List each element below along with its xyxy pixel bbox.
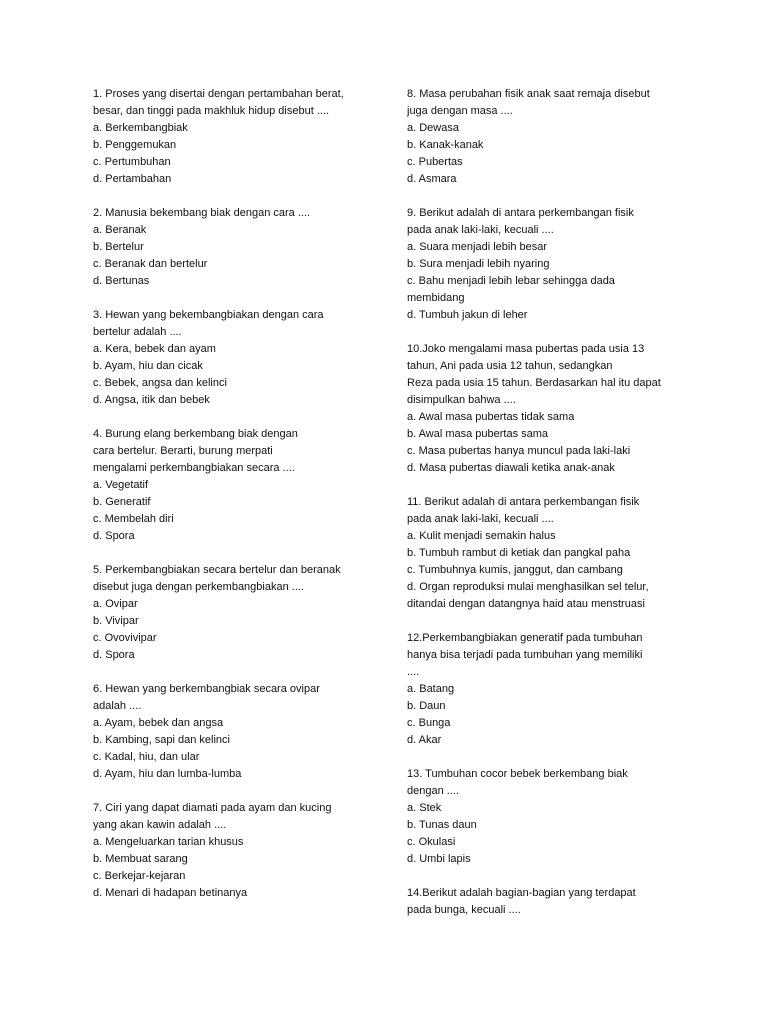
question-line: besar, dan tinggi pada makhluk hidup disebut .... xyxy=(93,105,330,117)
question-line: b. Sura menjadi lebih nyaring xyxy=(407,258,550,270)
question-block xyxy=(93,307,383,409)
question-line: c. Tumbuhnya kumis, janggut, dan cambang xyxy=(407,564,623,576)
question-line: d. Menari di hadapan betinanya xyxy=(93,887,248,899)
question-line: b. Membuat sarang xyxy=(93,853,188,865)
question-line: d. Ayam, hiu dan lumba-lumba xyxy=(93,768,242,780)
question-block xyxy=(407,885,697,919)
question-block xyxy=(93,562,383,664)
question-block xyxy=(93,800,383,902)
question-line: .... xyxy=(407,666,420,678)
question-line: a. Batang xyxy=(407,683,455,695)
question-text: 13. Tumbuhan cocor bebek berkembang biak xyxy=(407,768,628,780)
question-line: d. Asmara xyxy=(407,173,457,185)
question-line: a. Mengeluarkan tarian khusus xyxy=(93,836,244,848)
question-line: c. Masa pubertas hanya muncul pada laki-laki xyxy=(407,445,631,457)
question-line: c. Membelah diri xyxy=(93,513,174,525)
question-line: b. Ayam, hiu dan cicak xyxy=(93,360,203,372)
question-block xyxy=(407,766,697,868)
question-text: 8. Masa perubahan fisik anak saat remaja disebut xyxy=(407,88,650,100)
question-line: d. Umbi lapis xyxy=(407,853,471,865)
question-line: c. Pertumbuhan xyxy=(93,156,171,168)
question-line: cara bertelur. Berarti, burung merpati xyxy=(93,445,273,457)
question-line: bertelur adalah .... xyxy=(93,326,182,338)
question-text: 2. Manusia bekembang biak dengan cara .... xyxy=(93,207,311,219)
question-line: pada bunga, kecuali .... xyxy=(407,904,521,916)
question-line: c. Bunga xyxy=(407,717,451,729)
question-line: tahun, Ani pada usia 12 tahun, sedangkan xyxy=(407,360,613,372)
question-block xyxy=(93,681,383,783)
question-line: a. Stek xyxy=(407,802,442,814)
question-line: d. Bertunas xyxy=(93,275,150,287)
question-line: a. Ayam, bebek dan angsa xyxy=(93,717,224,729)
question-line: b. Kanak-kanak xyxy=(407,139,484,151)
question-line: d. Organ reproduksi mulai menghasilkan sel telur, xyxy=(407,581,649,593)
question-line: b. Penggemukan xyxy=(93,139,177,151)
question-line: b. Tunas daun xyxy=(407,819,477,831)
question-line: dengan .... xyxy=(407,785,459,797)
question-text: 6. Hewan yang berkembangbiak secara ovipar xyxy=(93,683,320,695)
question-line: mengalami perkembangbiakan secara .... xyxy=(93,462,295,474)
question-text: 1. Proses yang disertai dengan pertambahan berat, xyxy=(93,88,344,100)
left-column xyxy=(93,86,383,919)
question-line: a. Suara menjadi lebih besar xyxy=(407,241,548,253)
right-column xyxy=(407,86,697,936)
question-text: 10.Joko mengalami masa pubertas pada usia 13 xyxy=(407,343,645,355)
question-line: c. Ovovivipar xyxy=(93,632,157,644)
question-line: d. Spora xyxy=(93,649,135,661)
question-line: c. Pubertas xyxy=(407,156,463,168)
question-line: a. Berkembangbiak xyxy=(93,122,188,134)
question-line: d. Spora xyxy=(93,530,135,542)
question-line: hanya bisa terjadi pada tumbuhan yang memiliki xyxy=(407,649,643,661)
question-block xyxy=(407,341,697,477)
question-text: 9. Berikut adalah di antara perkembangan fisik xyxy=(407,207,634,219)
question-line: disimpulkan bahwa .... xyxy=(407,394,516,406)
question-block xyxy=(93,205,383,290)
question-line: Reza pada usia 15 tahun. Berdasarkan hal itu dapat xyxy=(407,377,661,389)
question-line: b. Vivipar xyxy=(93,615,139,627)
question-line: d. Angsa, itik dan bebek xyxy=(93,394,210,406)
question-line: ditandai dengan datangnya haid atau menstruasi xyxy=(407,598,645,610)
question-line: c. Beranak dan bertelur xyxy=(93,258,208,270)
question-line: b. Kambing, sapi dan kelinci xyxy=(93,734,230,746)
question-line: c. Bahu menjadi lebih lebar sehingga dada xyxy=(407,275,615,287)
question-line: d. Tumbuh jakun di leher xyxy=(407,309,528,321)
question-line: a. Kera, bebek dan ayam xyxy=(93,343,216,355)
question-block xyxy=(93,86,383,188)
question-text: 14.Berikut adalah bagian-bagian yang terdapat xyxy=(407,887,636,899)
question-line: b. Bertelur xyxy=(93,241,144,253)
question-block xyxy=(407,630,697,749)
question-line: a. Kulit menjadi semakin halus xyxy=(407,530,556,542)
question-text: 3. Hewan yang bekembangbiakan dengan cara xyxy=(93,309,324,321)
question-line: c. Berkejar-kejaran xyxy=(93,870,186,882)
question-line: membidang xyxy=(407,292,465,304)
question-text: 5. Perkembangbiakan secara bertelur dan beranak xyxy=(93,564,341,576)
question-line: c. Kadal, hiu, dan ular xyxy=(93,751,200,763)
question-line: pada anak laki-laki, kecuali .... xyxy=(407,224,554,236)
question-line: pada anak laki-laki, kecuali .... xyxy=(407,513,554,525)
question-line: c. Okulasi xyxy=(407,836,456,848)
question-line: a. Ovipar xyxy=(93,598,138,610)
question-line: b. Generatif xyxy=(93,496,151,508)
question-block xyxy=(407,494,697,613)
question-line: d. Pertambahan xyxy=(93,173,172,185)
question-line: b. Awal masa pubertas sama xyxy=(407,428,549,440)
question-line: adalah .... xyxy=(93,700,142,712)
question-block xyxy=(407,86,697,188)
question-line: a. Awal masa pubertas tidak sama xyxy=(407,411,575,423)
question-text: 11. Berikut adalah di antara perkembangan fisik xyxy=(407,496,640,508)
question-block xyxy=(407,205,697,324)
question-line: a. Beranak xyxy=(93,224,147,236)
question-line: yang akan kawin adalah .... xyxy=(93,819,227,831)
question-text: 7. Ciri yang dapat diamati pada ayam dan kucing xyxy=(93,802,332,814)
question-block xyxy=(93,426,383,545)
question-line: d. Akar xyxy=(407,734,442,746)
question-line: disebut juga dengan perkembangbiakan .... xyxy=(93,581,304,593)
question-text: 12.Perkembangbiakan generatif pada tumbuhan xyxy=(407,632,643,644)
question-line: c. Bebek, angsa dan kelinci xyxy=(93,377,227,389)
question-line: d. Masa pubertas diawali ketika anak-anak xyxy=(407,462,615,474)
question-line: a. Vegetatif xyxy=(93,479,149,491)
question-line: b. Tumbuh rambut di ketiak dan pangkal paha xyxy=(407,547,631,559)
question-line: a. Dewasa xyxy=(407,122,459,134)
question-line: b. Daun xyxy=(407,700,446,712)
question-text: 4. Burung elang berkembang biak dengan xyxy=(93,428,298,440)
question-line: juga dengan masa .... xyxy=(407,105,513,117)
